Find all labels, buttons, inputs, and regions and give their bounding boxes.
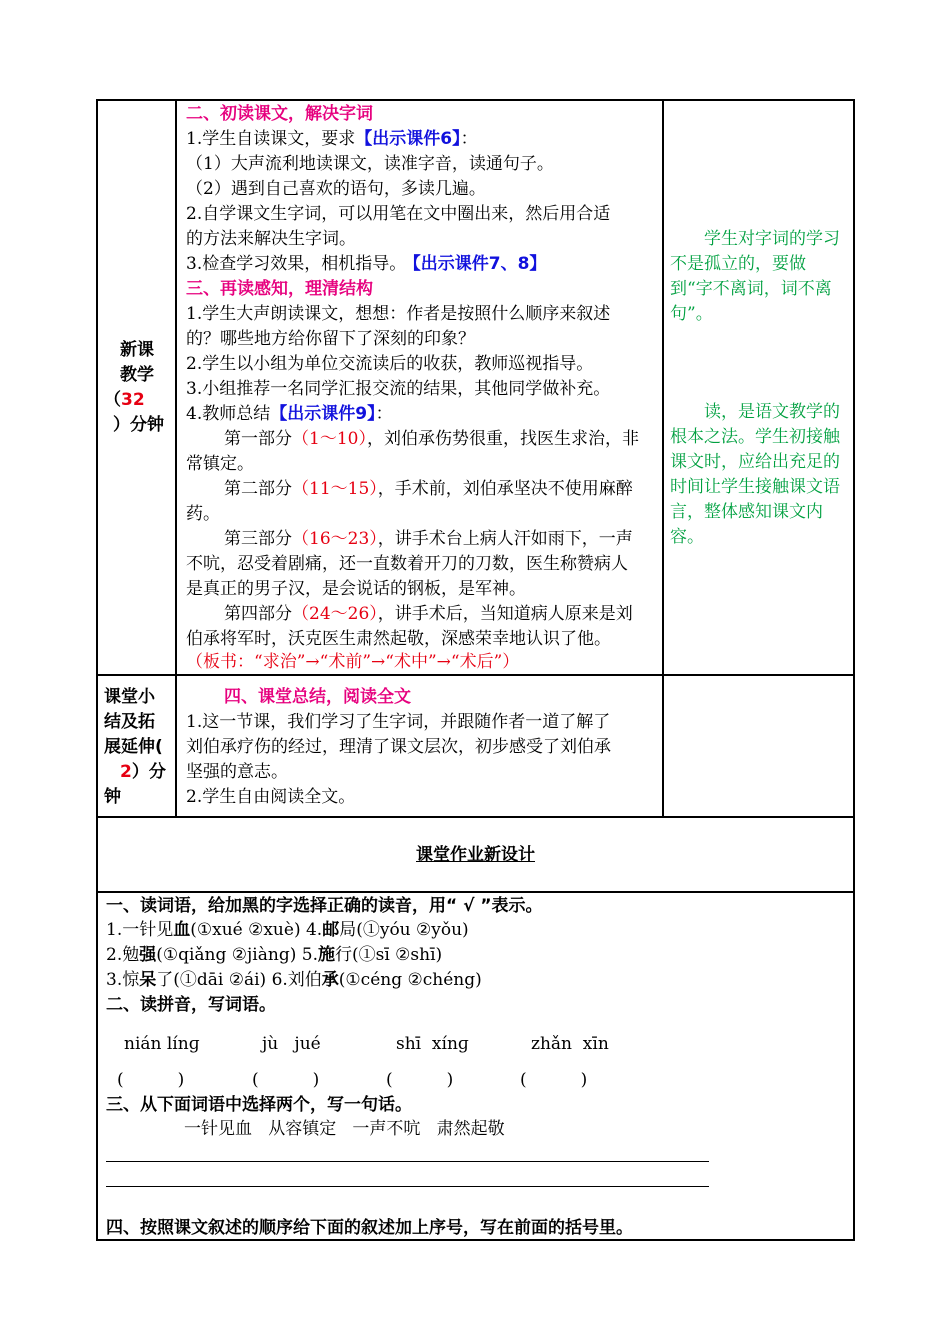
- paragraph: 2.自学课文生字词，可以用笔在文中圈出来，然后用合适: [186, 204, 611, 224]
- text: 第四部分: [224, 604, 292, 624]
- part-3: [224, 527, 633, 552]
- word-list: 一针见血 从容镇定 一声不吭 肃然起敬: [184, 1119, 505, 1139]
- pronunciation-item: [106, 943, 442, 968]
- pinyin: nián línɡ: [124, 1034, 200, 1054]
- paragraph-range: （24～26）: [292, 604, 378, 624]
- part-1: [224, 427, 639, 452]
- text: ：: [375, 404, 393, 424]
- pinyin: shī xínɡ: [396, 1034, 469, 1054]
- col-divider-1: [175, 99, 177, 817]
- paragraph: 伯承将军时，沃克医生肃然起敬，深感荣幸地认识了他。: [186, 629, 611, 649]
- paragraph: 坚强的意志。: [186, 762, 288, 782]
- text: 3.惊: [106, 970, 140, 990]
- answer-blank[interactable]: ( ): [252, 1070, 320, 1090]
- table-border-top: [96, 99, 855, 101]
- paragraph: [186, 127, 478, 152]
- answer-blank[interactable]: ( ): [117, 1070, 185, 1090]
- question-title: 二、读拼音，写词语。: [106, 995, 276, 1015]
- paragraph-range: （16～23）: [292, 529, 378, 549]
- row-label-duration: [120, 760, 166, 785]
- row-label-duration: [104, 388, 145, 413]
- section-heading: 四、课堂总结，阅读全文: [224, 687, 411, 707]
- homework-title: 课堂作业新设计: [416, 845, 535, 865]
- text: 行(①sī ②shī): [334, 945, 443, 965]
- bold-char: 邮: [322, 920, 340, 940]
- text: ：: [460, 129, 478, 149]
- bold-char: 强: [139, 945, 157, 965]
- question-title: 一、读词语，给加黑的字选择正确的读音，用“ √ ”表示。: [106, 896, 543, 916]
- paragraph: 1.这一节课，我们学习了生字词，并跟随作者一道了解了: [186, 712, 611, 732]
- paragraph: 3.小组推荐一名同学汇报交流的结果，其他同学做补充。: [186, 379, 611, 399]
- answer-blank[interactable]: ( ): [386, 1070, 454, 1090]
- row-divider-3: [96, 891, 855, 893]
- text: 4.教师总结: [186, 404, 271, 424]
- paragraph: [186, 252, 546, 277]
- text: 2.勉: [106, 945, 140, 965]
- paragraph: 不吭，忍受着剧痛，还一直数着开刀的刀数，医生称赞病人: [186, 554, 628, 574]
- text: (①céng ②chéng): [338, 970, 482, 990]
- table-border-right: [853, 99, 855, 1241]
- paragraph: 2.学生以小组为单位交流读后的收获，教师巡视指导。: [186, 354, 594, 374]
- text: ，刘伯承伤势很重，找医生求治，非: [366, 429, 639, 449]
- text: 第一部分: [224, 429, 292, 449]
- bold-char: 血: [173, 920, 191, 940]
- paragraph: 的方法来解决生字词。: [186, 229, 356, 249]
- paragraph: 常镇定。: [186, 454, 254, 474]
- section-heading: 二、初读课文，解决字词: [186, 104, 373, 124]
- text: ，讲手术后，当知道病人原来是刘: [377, 604, 633, 624]
- note-text: 学生对字词的学习不是孤立的，要做到“字不离词，词不离句”。: [670, 229, 840, 324]
- paragraph: （2）遇到自己喜欢的语句，多读几遍。: [186, 179, 486, 199]
- paragraph: 是真正的男子汉，是会说话的钢板，是军神。: [186, 579, 526, 599]
- text: ，讲手术台上病人汗如雨下，一声: [377, 529, 633, 549]
- answer-blank[interactable]: ( ): [520, 1070, 588, 1090]
- slide-ref: 【出示课件6】: [355, 129, 461, 149]
- board-note: （板书：“求治”→“术前”→“术中”→“术后”）: [186, 652, 520, 672]
- part-4: [224, 602, 633, 627]
- pinyin: zhǎn xīn: [531, 1034, 609, 1054]
- paragraph-range: （1～10）: [292, 429, 367, 449]
- part-2: [224, 477, 633, 502]
- bold-char: 施: [317, 945, 335, 965]
- text: (①qiǎng ②jiàng) 5.: [156, 945, 318, 965]
- pinyin: jù jué: [262, 1034, 321, 1054]
- paragraph: 的？哪些地方给你留下了深刻的印象？: [186, 329, 475, 349]
- text: 了(①dāi ②ái) 6.刘伯: [156, 970, 322, 990]
- note-text: 读，是语文教学的根本之法。学生初接触课文时，应给出充足的时间让学生接触课文语言，整体感知课文内容。: [670, 402, 840, 547]
- text: 3.检查学习效果，相机指导。: [186, 254, 407, 274]
- row-label-line: 结及拓: [104, 712, 155, 732]
- row-label-line: ）分钟: [113, 415, 164, 435]
- section-heading: 三、再读感知，理清结构: [186, 279, 373, 299]
- bold-char: 承: [321, 970, 339, 990]
- text: 第三部分: [224, 529, 292, 549]
- writing-line[interactable]: [106, 1161, 709, 1162]
- row-label-line: 展延伸(: [104, 737, 163, 757]
- paragraph: [186, 402, 393, 427]
- duration-number: 32: [121, 390, 145, 410]
- text: (①xué ②xuè) 4.: [190, 920, 323, 940]
- paragraph: （1）大声流利地读课文，读准字音，读通句子。: [186, 154, 554, 174]
- question-title: 三、从下面词语中选择两个，写一句话。: [106, 1095, 412, 1115]
- paragraph: 2.学生自由阅读全文。: [186, 787, 356, 807]
- duration-number: 2: [120, 762, 132, 782]
- pronunciation-item: [106, 968, 482, 993]
- row-label-line: 新课: [120, 340, 154, 360]
- row-label-line: 教学: [120, 365, 154, 385]
- paragraph-range: （11～15）: [292, 479, 378, 499]
- paragraph: 1.学生大声朗读课文，想想：作者是按照什么顺序来叙述: [186, 304, 611, 324]
- question-title: 四、按照课文叙述的顺序给下面的叙述加上序号，写在前面的括号里。: [106, 1218, 633, 1238]
- col-divider-2: [662, 99, 664, 817]
- bold-char: 呆: [139, 970, 157, 990]
- text: ）分: [131, 762, 166, 782]
- slide-ref: 【出示课件7、8】: [412, 254, 547, 274]
- text: 第二部分: [224, 479, 292, 499]
- teaching-note: [670, 400, 848, 550]
- table-border-left: [96, 99, 98, 1241]
- row-label-line: 钟: [104, 787, 121, 807]
- text: 1.学生自读课文，要求: [186, 129, 356, 149]
- writing-line[interactable]: [106, 1186, 709, 1187]
- text: ，手术前，刘伯承坚决不使用麻醉: [377, 479, 633, 499]
- row-divider-2: [96, 816, 855, 818]
- pronunciation-item: [106, 918, 469, 943]
- text: 1.一针见: [106, 920, 174, 940]
- text: 局(①yóu ②yǒu): [339, 920, 469, 940]
- paren: （: [104, 390, 121, 410]
- slide-ref: 【出示课件9】: [270, 404, 376, 424]
- row-label-line: 课堂小: [104, 687, 155, 707]
- teaching-note: [670, 227, 848, 327]
- paragraph: 药。: [186, 504, 220, 524]
- paragraph: 刘伯承疗伤的经过，理清了课文层次，初步感受了刘伯承: [186, 737, 611, 757]
